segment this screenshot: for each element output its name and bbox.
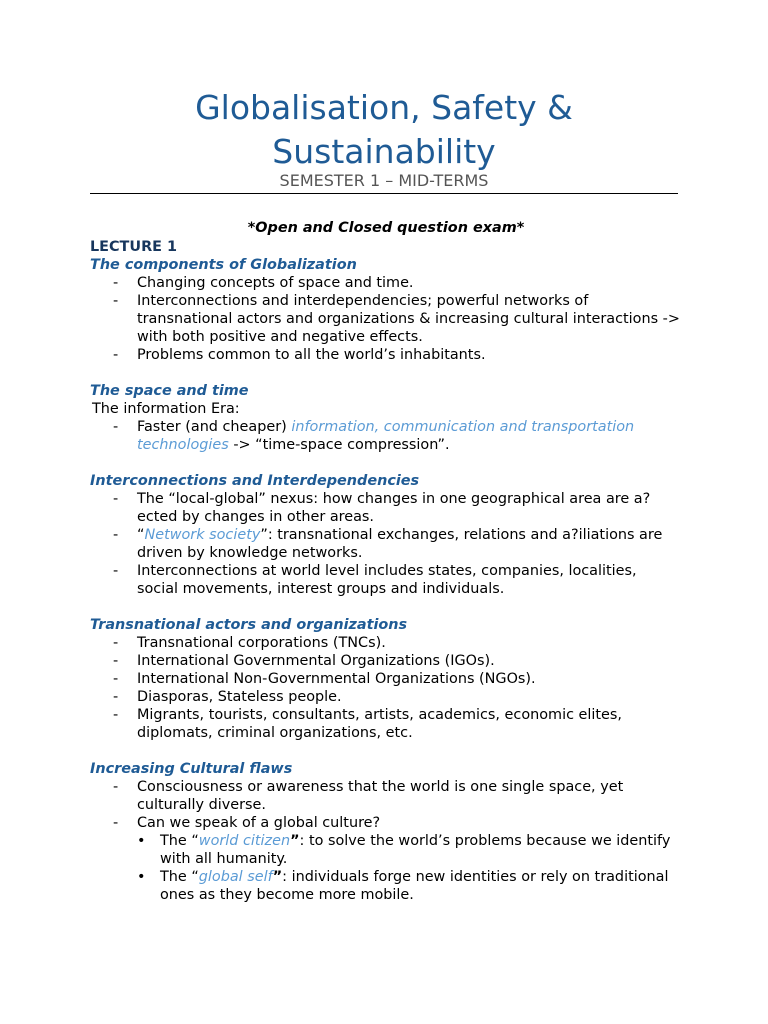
cultural-list [90,778,682,832]
dash-marker: - [113,653,119,669]
dash-marker: - [113,815,119,831]
components-list [90,274,682,364]
list-item-text: The “ [160,869,199,885]
list-item [90,778,682,814]
space-time-list [90,418,682,454]
exam-note: *Open and Closed question exam* [247,220,525,236]
dash-marker: - [113,707,119,723]
dash-marker: - [113,779,119,795]
closing-quote: ” [290,833,300,849]
highlighted-term: Network society [144,527,261,543]
list-item-text: Faster (and cheaper) [137,419,292,435]
lecture-label: LECTURE 1 [90,239,177,255]
section-gap [90,598,682,616]
section-heading-components: The components of Globalization [90,257,357,273]
highlighted-term: information, communication and transportation technologies [137,419,635,453]
list-item-text: Transnational corporations (TNCs). [137,635,386,651]
dash-marker: - [113,671,119,687]
document-subtitle: SEMESTER 1 – MID-TERMS [279,171,489,190]
section-gap [90,364,682,382]
bullet-marker: • [137,869,146,885]
list-item-text: “ [137,527,145,543]
sublist-item [90,868,682,904]
list-item [90,652,682,670]
list-item-text: The “ [160,833,199,849]
list-item [90,292,682,346]
section-gap [90,454,682,472]
list-item-text: International Non-Governmental Organizations (NGOs). [137,671,536,687]
list-item-text: Problems common to all the world’s inhabitants. [137,347,486,363]
list-item [90,526,682,562]
list-item-text: International Governmental Organizations (IGOs). [137,653,495,669]
list-item [90,688,682,706]
dash-marker: - [113,527,119,543]
dash-marker: - [113,293,119,309]
list-item-text: Migrants, tourists, consultants, artists, academics, economic elites, diplomats, criminal organizations, etc. [137,707,622,741]
cultural-sublist [90,832,682,904]
list-item-text: ”: transnational exchanges, relations and a?iliations are driven by knowledge networks. [137,527,663,561]
section-gap [90,742,682,760]
list-item [90,274,682,292]
section-heading-cultural: Increasing Cultural flaws [90,761,293,777]
list-item [90,562,682,598]
list-item-text: Can we speak of a global culture? [137,815,381,831]
highlighted-term: world citizen [198,833,291,849]
list-item [90,490,682,526]
actors-list [90,634,682,742]
space-time-intro: The information Era: [92,401,240,417]
list-item-text: : to solve the world’s problems because we identify with all humanity. [160,833,671,867]
section-heading-interconnections: Interconnections and Interdependencies [90,473,420,489]
list-item [90,346,682,364]
dash-marker: - [113,419,119,435]
list-item [90,706,682,742]
document-title: Globalisation, Safety & Sustainability [195,88,573,171]
bullet-marker: • [137,833,146,849]
dash-marker: - [113,347,119,363]
dash-marker: - [113,635,119,651]
dash-marker: - [113,491,119,507]
list-item [90,814,682,832]
sublist-item [90,832,682,868]
title-divider [90,193,678,194]
document-body [90,219,682,904]
list-item-text: Consciousness or awareness that the world is one single space, yet culturally diverse. [137,779,624,813]
dash-marker: - [113,689,119,705]
interconnections-list [90,490,682,598]
list-item-text: Diasporas, Stateless people. [137,689,342,705]
list-item-text: Interconnections and interdependencies; powerful networks of transnational actors and organizations & increasing cultural interactions -> with both positive and negative effects. [137,293,680,345]
list-item-text: Changing concepts of space and time. [137,275,414,291]
list-item [90,670,682,688]
list-item-text: -> “time-space compression”. [228,437,450,453]
list-item [90,634,682,652]
section-heading-actors: Transnational actors and organizations [90,617,408,633]
list-item-text: Interconnections at world level includes states, companies, localities, social movements, interest groups and individuals. [137,563,637,597]
dash-marker: - [113,563,119,579]
closing-quote: ” [272,869,283,885]
list-item-text: : individuals forge new identities or rely on traditional ones as they become more mobile. [160,869,669,903]
section-heading-space-time: The space and time [90,383,249,399]
list-item-text: The “local-global” nexus: how changes in one geographical area are a?ected by changes in other areas. [137,491,651,525]
list-item [90,418,682,454]
dash-marker: - [113,275,119,291]
highlighted-term: global self [198,869,273,885]
